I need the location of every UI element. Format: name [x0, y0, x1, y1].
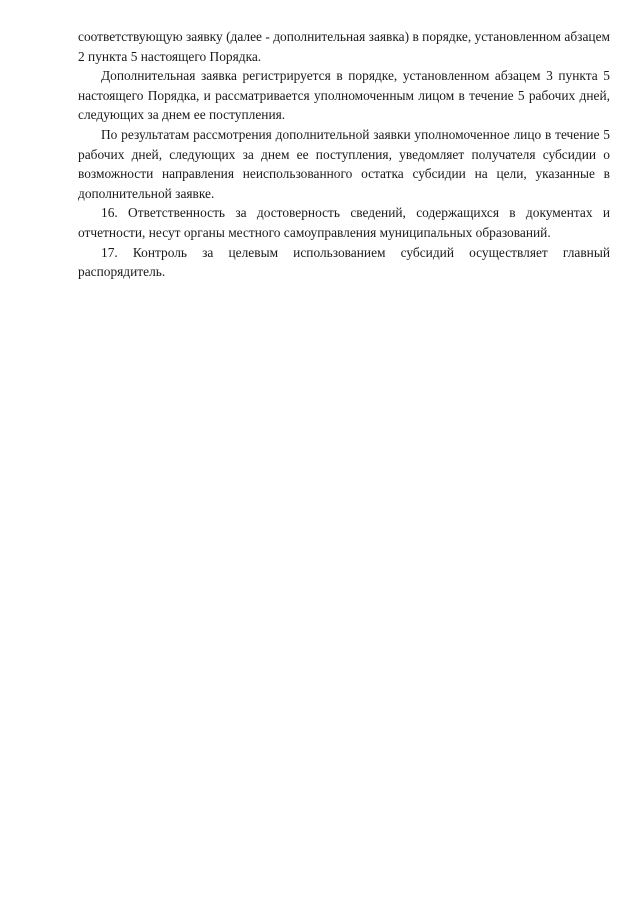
paragraph-continuation: соответствующую заявку (далее - дополнительная заявка) в порядке, установленном абзацем 2 пункта 5 настоящего Порядка. — [78, 29, 610, 64]
document-body — [78, 27, 610, 282]
paragraph-additional-application-registration: Дополнительная заявка регистрируется в порядке, установленном абзацем 3 пункта 5 настоящего Порядка, и рассматривается уполномоченным лицом в течение 5 рабочих дней, следующих за днем ее поступления. — [78, 68, 610, 123]
paragraph-review-results: По результатам рассмотрения дополнительной заявки уполномоченное лицо в течение 5 рабочих дней, следующих за днем ее поступления, уведомляет получателя субсидии о возможности направления неиспользованного остатка субсидии на цели, указанные в дополнительной заявке. — [78, 126, 610, 201]
paragraph-item-17: 17. Контроль за целевым использованием субсидий осуществляет главный распорядитель. — [78, 244, 610, 280]
paragraph-item-16: 16. Ответственность за достоверность сведений, содержащихся в документах и отчетности, несут органы местного самоуправления муниципальных образований. — [78, 205, 610, 240]
